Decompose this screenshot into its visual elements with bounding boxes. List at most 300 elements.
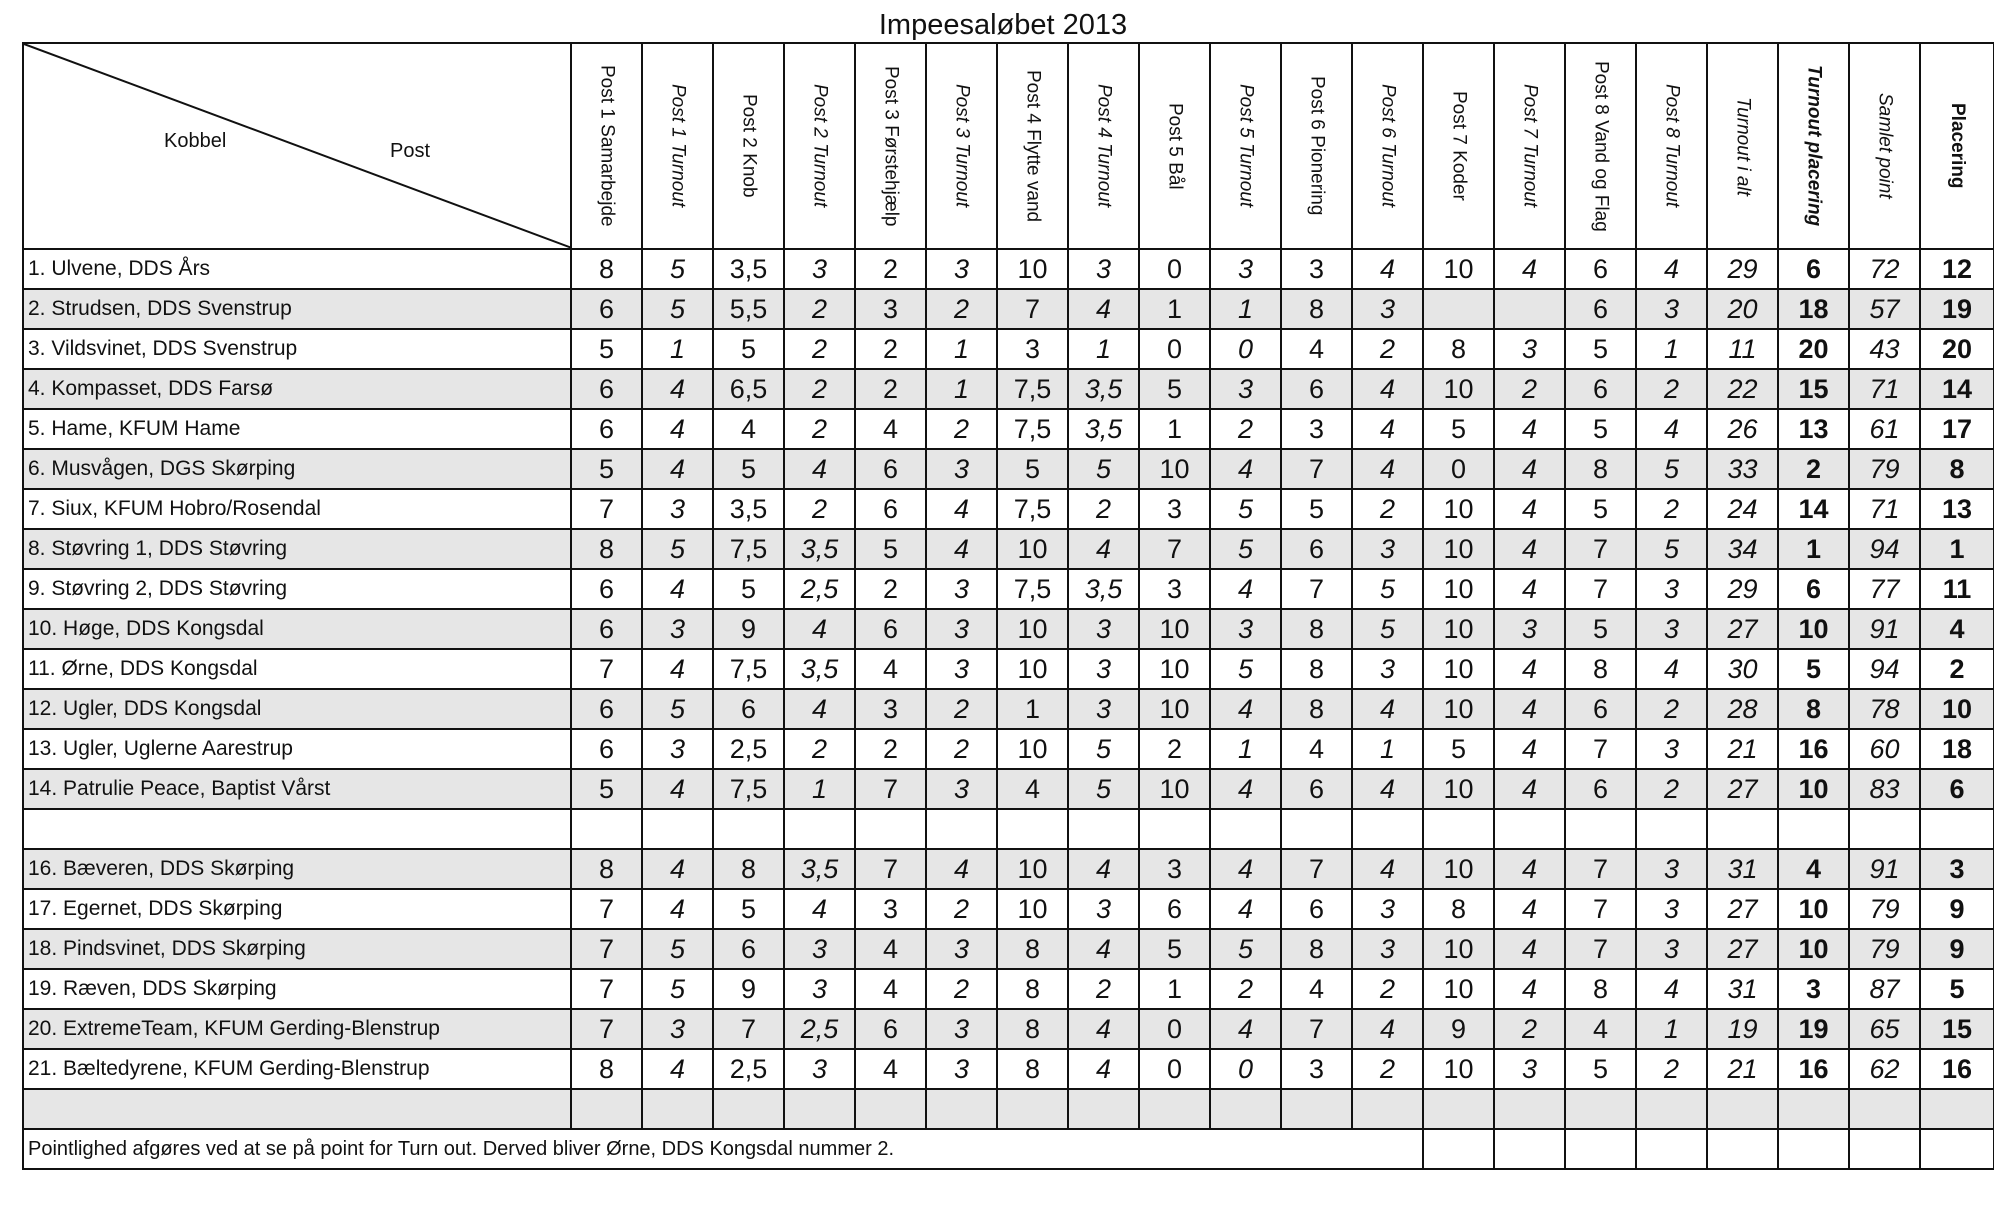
column-header xyxy=(713,43,784,249)
score-cell: 3 xyxy=(1636,729,1707,769)
team-name: 2. Strudsen, DDS Svenstrup xyxy=(23,289,571,329)
score-cell: 5 xyxy=(1565,409,1636,449)
score-cell: 11 xyxy=(1707,329,1778,369)
score-cell: 3,5 xyxy=(713,249,784,289)
score-cell: 3 xyxy=(1281,409,1352,449)
score-cell: 3 xyxy=(784,969,855,1009)
score-cell: 4 xyxy=(784,449,855,489)
score-cell xyxy=(571,809,642,849)
score-cell: 4 xyxy=(642,849,713,889)
team-name: 7. Siux, KFUM Hobro/Rosendal xyxy=(23,489,571,529)
score-cell: 7,5 xyxy=(713,649,784,689)
score-cell: 4 xyxy=(1352,769,1423,809)
score-cell: 8 xyxy=(713,849,784,889)
score-cell: 4 xyxy=(855,409,926,449)
score-cell: 7 xyxy=(855,849,926,889)
score-cell: 7 xyxy=(571,969,642,1009)
score-cell: 6 xyxy=(571,409,642,449)
score-cell: 2 xyxy=(1920,649,1994,689)
score-cell: 5 xyxy=(642,249,713,289)
score-cell: 5 xyxy=(713,449,784,489)
score-cell: 5 xyxy=(571,329,642,369)
score-cell: 6 xyxy=(713,929,784,969)
score-cell: 2 xyxy=(1139,729,1210,769)
post-label: Post xyxy=(390,140,431,162)
empty-cell xyxy=(1707,1089,1778,1129)
score-cell: 2 xyxy=(1210,409,1281,449)
score-cell: 3 xyxy=(1636,889,1707,929)
score-cell: 4 xyxy=(1068,1009,1139,1049)
score-cell: 3 xyxy=(1494,329,1565,369)
empty-cell xyxy=(23,1089,571,1129)
team-name: 18. Pindsvinet, DDS Skørping xyxy=(23,929,571,969)
score-cell: 6 xyxy=(1565,289,1636,329)
empty-cell xyxy=(1494,1129,1565,1169)
score-cell xyxy=(1210,809,1281,849)
score-cell: 3 xyxy=(1636,289,1707,329)
score-cell: 13 xyxy=(1920,489,1994,529)
score-cell: 7 xyxy=(571,889,642,929)
score-cell: 8 xyxy=(1565,649,1636,689)
team-name: 16. Bæveren, DDS Skørping xyxy=(23,849,571,889)
score-cell: 4 xyxy=(1636,969,1707,1009)
score-cell: 2 xyxy=(926,289,997,329)
score-cell: 6 xyxy=(571,289,642,329)
score-cell: 4 xyxy=(642,569,713,609)
column-header-label: Post 8 Turnout xyxy=(1661,84,1683,208)
score-cell xyxy=(855,809,926,849)
score-cell: 4 xyxy=(1494,689,1565,729)
score-cell: 6 xyxy=(571,369,642,409)
score-cell: 2 xyxy=(926,409,997,449)
score-cell: 4 xyxy=(1068,1049,1139,1089)
score-cell: 2 xyxy=(1636,1049,1707,1089)
score-cell: 79 xyxy=(1849,449,1920,489)
score-cell: 3 xyxy=(1636,849,1707,889)
empty-cell xyxy=(1210,1089,1281,1129)
score-cell: 5 xyxy=(1636,529,1707,569)
score-cell: 6 xyxy=(1778,249,1849,289)
score-cell: 1 xyxy=(997,689,1068,729)
score-cell: 6 xyxy=(1281,529,1352,569)
score-cell: 6 xyxy=(1565,369,1636,409)
score-cell: 4 xyxy=(926,849,997,889)
score-cell: 19 xyxy=(1920,289,1994,329)
footnote-row xyxy=(23,1129,1994,1169)
column-header xyxy=(1423,43,1494,249)
score-cell: 27 xyxy=(1707,889,1778,929)
score-cell: 71 xyxy=(1849,369,1920,409)
score-cell: 3 xyxy=(1494,1049,1565,1089)
score-cell: 3 xyxy=(926,609,997,649)
score-cell: 2 xyxy=(1352,329,1423,369)
score-cell: 8 xyxy=(571,529,642,569)
score-cell: 43 xyxy=(1849,329,1920,369)
score-cell: 2 xyxy=(926,689,997,729)
score-cell: 83 xyxy=(1849,769,1920,809)
score-cell: 6 xyxy=(855,449,926,489)
score-cell: 1 xyxy=(1778,529,1849,569)
score-cell: 5 xyxy=(1139,929,1210,969)
score-cell: 2 xyxy=(926,889,997,929)
score-cell: 19 xyxy=(1778,1009,1849,1049)
empty-cell xyxy=(1565,1129,1636,1169)
score-cell: 8 xyxy=(1565,969,1636,1009)
column-header-label: Post 6 Pionering xyxy=(1306,76,1328,216)
score-cell: 2,5 xyxy=(784,569,855,609)
score-cell: 4 xyxy=(1068,849,1139,889)
column-header-label: Post 8 Vand og Flag xyxy=(1590,60,1612,232)
blank-row xyxy=(23,1089,1994,1129)
column-header xyxy=(1849,43,1920,249)
table-row xyxy=(23,489,1994,529)
score-cell: 4 xyxy=(1636,249,1707,289)
score-cell: 6 xyxy=(1281,889,1352,929)
column-header-label: Post 7 Turnout xyxy=(1519,84,1541,208)
score-cell: 5 xyxy=(1068,729,1139,769)
column-header xyxy=(1352,43,1423,249)
score-cell: 17 xyxy=(1920,409,1994,449)
column-header xyxy=(1494,43,1565,249)
score-cell: 6 xyxy=(571,569,642,609)
score-cell: 10 xyxy=(1423,249,1494,289)
column-header xyxy=(855,43,926,249)
score-cell: 3 xyxy=(926,649,997,689)
score-cell xyxy=(1139,809,1210,849)
column-header-label: Post 5 Turnout xyxy=(1235,84,1257,208)
score-cell: 10 xyxy=(1423,929,1494,969)
score-cell: 4 xyxy=(855,969,926,1009)
score-cell: 4 xyxy=(784,689,855,729)
score-cell: 8 xyxy=(997,1049,1068,1089)
empty-cell xyxy=(1281,1089,1352,1129)
score-cell xyxy=(1068,809,1139,849)
score-cell: 5 xyxy=(642,289,713,329)
empty-cell xyxy=(1778,1129,1849,1169)
score-cell: 8 xyxy=(1281,289,1352,329)
score-cell: 10 xyxy=(997,889,1068,929)
column-header xyxy=(1068,43,1139,249)
score-cell: 2 xyxy=(784,329,855,369)
score-cell: 5 xyxy=(713,569,784,609)
score-cell: 4 xyxy=(784,609,855,649)
score-cell: 8 xyxy=(1281,609,1352,649)
score-cell: 3 xyxy=(642,489,713,529)
score-cell: 18 xyxy=(1778,289,1849,329)
score-cell: 61 xyxy=(1849,409,1920,449)
team-name: 17. Egernet, DDS Skørping xyxy=(23,889,571,929)
score-cell: 1 xyxy=(926,369,997,409)
score-cell: 1 xyxy=(784,769,855,809)
score-cell: 2,5 xyxy=(713,1049,784,1089)
score-cell: 3 xyxy=(1139,569,1210,609)
score-cell: 8 xyxy=(1920,449,1994,489)
score-cell: 10 xyxy=(997,609,1068,649)
score-cell: 4 xyxy=(642,409,713,449)
score-cell: 10 xyxy=(997,529,1068,569)
score-cell xyxy=(1494,289,1565,329)
score-cell xyxy=(1423,809,1494,849)
empty-cell xyxy=(784,1089,855,1129)
team-name xyxy=(23,809,571,849)
score-cell xyxy=(1494,809,1565,849)
score-cell: 4 xyxy=(642,889,713,929)
score-cell: 3 xyxy=(855,889,926,929)
score-cell: 6 xyxy=(1565,769,1636,809)
table-row xyxy=(23,729,1994,769)
score-cell: 6 xyxy=(1565,249,1636,289)
score-cell: 3 xyxy=(642,609,713,649)
score-cell: 6 xyxy=(855,609,926,649)
team-name: 14. Patrulie Peace, Baptist Vårst xyxy=(23,769,571,809)
score-cell: 4 xyxy=(1352,849,1423,889)
score-cell: 18 xyxy=(1920,729,1994,769)
score-cell: 9 xyxy=(713,609,784,649)
table-row xyxy=(23,369,1994,409)
score-cell: 2 xyxy=(855,369,926,409)
team-name: 10. Høge, DDS Kongsdal xyxy=(23,609,571,649)
header-row xyxy=(23,43,1994,249)
score-cell xyxy=(926,809,997,849)
score-cell: 6 xyxy=(1565,689,1636,729)
score-cell: 5 xyxy=(855,529,926,569)
score-cell: 2 xyxy=(1636,769,1707,809)
score-cell: 5 xyxy=(571,769,642,809)
team-name: 11. Ørne, DDS Kongsdal xyxy=(23,649,571,689)
column-header-label: Post 2 Knob xyxy=(738,94,760,198)
score-cell: 3 xyxy=(784,1049,855,1089)
score-cell: 5 xyxy=(1423,729,1494,769)
score-cell: 0 xyxy=(1139,1009,1210,1049)
score-cell: 8 xyxy=(1423,329,1494,369)
corner-diagonal xyxy=(24,44,571,248)
empty-cell xyxy=(855,1089,926,1129)
score-cell: 2 xyxy=(1636,369,1707,409)
score-cell: 2 xyxy=(1352,489,1423,529)
score-cell: 14 xyxy=(1920,369,1994,409)
score-cell: 4 xyxy=(1281,969,1352,1009)
score-cell xyxy=(642,809,713,849)
score-cell: 10 xyxy=(1423,369,1494,409)
table-row xyxy=(23,249,1994,289)
table-row xyxy=(23,289,1994,329)
corner-header xyxy=(23,43,571,249)
score-cell: 1 xyxy=(1139,289,1210,329)
score-cell: 5 xyxy=(642,969,713,1009)
score-cell: 10 xyxy=(1423,689,1494,729)
score-cell: 6 xyxy=(713,689,784,729)
score-cell: 10 xyxy=(1778,609,1849,649)
score-cell: 3 xyxy=(1281,1049,1352,1089)
score-cell: 1 xyxy=(1139,969,1210,1009)
score-cell: 2 xyxy=(1068,489,1139,529)
score-cell: 6 xyxy=(1920,769,1994,809)
score-cell: 4 xyxy=(1494,409,1565,449)
score-cell: 7 xyxy=(571,1009,642,1049)
score-cell: 4 xyxy=(1210,889,1281,929)
empty-cell xyxy=(1494,1089,1565,1129)
score-cell: 4 xyxy=(1494,449,1565,489)
score-cell: 3 xyxy=(784,249,855,289)
score-cell: 16 xyxy=(1778,1049,1849,1089)
column-header-label: Post 3 Førstehjælp xyxy=(880,65,902,227)
score-cell: 4 xyxy=(784,889,855,929)
column-header-label: Turnout placering xyxy=(1803,65,1825,227)
column-header-label: Post 1 Samarbejde xyxy=(596,65,618,227)
table-row xyxy=(23,609,1994,649)
team-name: 9. Støvring 2, DDS Støvring xyxy=(23,569,571,609)
empty-cell xyxy=(1707,1129,1778,1169)
score-cell: 3 xyxy=(1139,849,1210,889)
score-cell: 5 xyxy=(1210,929,1281,969)
score-cell: 10 xyxy=(1778,769,1849,809)
score-cell xyxy=(1778,809,1849,849)
empty-cell xyxy=(713,1089,784,1129)
score-cell: 2 xyxy=(784,369,855,409)
score-cell xyxy=(784,809,855,849)
score-cell: 4 xyxy=(855,929,926,969)
score-cell: 5 xyxy=(1210,489,1281,529)
score-cell: 5 xyxy=(1352,609,1423,649)
table-row xyxy=(23,1009,1994,1049)
score-cell: 2 xyxy=(1352,1049,1423,1089)
score-cell: 3 xyxy=(784,929,855,969)
score-cell: 3 xyxy=(1068,249,1139,289)
table-row xyxy=(23,1049,1994,1089)
score-cell: 12 xyxy=(1920,249,1994,289)
score-cell: 3 xyxy=(1352,889,1423,929)
score-cell: 65 xyxy=(1849,1009,1920,1049)
column-header-label: Post 7 Koder xyxy=(1448,91,1470,201)
score-cell: 2 xyxy=(1494,1009,1565,1049)
score-cell: 4 xyxy=(1494,929,1565,969)
column-header xyxy=(1565,43,1636,249)
score-cell: 27 xyxy=(1707,769,1778,809)
score-cell: 4 xyxy=(1494,769,1565,809)
score-cell: 4 xyxy=(1494,249,1565,289)
score-cell: 3 xyxy=(926,1049,997,1089)
score-cell: 4 xyxy=(642,449,713,489)
score-cell: 4 xyxy=(1352,449,1423,489)
score-cell xyxy=(1920,809,1994,849)
score-cell: 10 xyxy=(1423,489,1494,529)
score-cell: 7,5 xyxy=(713,529,784,569)
score-cell: 3 xyxy=(1352,289,1423,329)
score-cell: 4 xyxy=(713,409,784,449)
score-cell: 5 xyxy=(1068,769,1139,809)
column-header xyxy=(784,43,855,249)
score-cell: 7 xyxy=(571,649,642,689)
score-cell: 3 xyxy=(926,249,997,289)
score-cell: 29 xyxy=(1707,569,1778,609)
team-name: 20. ExtremeTeam, KFUM Gerding-Blenstrup xyxy=(23,1009,571,1049)
score-cell: 5 xyxy=(1281,489,1352,529)
score-cell: 5 xyxy=(1920,969,1994,1009)
table-row xyxy=(23,889,1994,929)
score-cell: 3 xyxy=(1920,849,1994,889)
score-cell: 4 xyxy=(1210,849,1281,889)
score-cell: 79 xyxy=(1849,889,1920,929)
score-cell: 3 xyxy=(1068,889,1139,929)
score-cell: 7 xyxy=(1139,529,1210,569)
score-cell: 3 xyxy=(1210,609,1281,649)
team-name: 5. Hame, KFUM Hame xyxy=(23,409,571,449)
score-cell: 3 xyxy=(1068,689,1139,729)
score-cell: 7,5 xyxy=(997,409,1068,449)
score-cell: 4 xyxy=(1494,649,1565,689)
score-cell: 7,5 xyxy=(997,369,1068,409)
score-cell: 4 xyxy=(1281,729,1352,769)
table-row xyxy=(23,689,1994,729)
score-cell: 4 xyxy=(1210,1009,1281,1049)
score-cell: 4 xyxy=(1920,609,1994,649)
score-cell: 3 xyxy=(926,769,997,809)
score-cell: 5,5 xyxy=(713,289,784,329)
score-cell: 7 xyxy=(1281,1009,1352,1049)
score-cell: 5 xyxy=(1565,489,1636,529)
score-cell xyxy=(1849,809,1920,849)
score-cell: 5 xyxy=(642,529,713,569)
score-cell: 5 xyxy=(1565,609,1636,649)
empty-cell xyxy=(997,1089,1068,1129)
score-cell: 4 xyxy=(1352,689,1423,729)
score-cell: 3,5 xyxy=(784,529,855,569)
score-cell: 2 xyxy=(926,969,997,1009)
score-cell: 60 xyxy=(1849,729,1920,769)
score-cell: 3 xyxy=(855,689,926,729)
empty-cell xyxy=(1068,1089,1139,1129)
score-cell: 3 xyxy=(1210,249,1281,289)
score-cell: 2,5 xyxy=(784,1009,855,1049)
column-header xyxy=(1139,43,1210,249)
column-header xyxy=(1920,43,1994,249)
score-cell: 15 xyxy=(1778,369,1849,409)
score-cell: 0 xyxy=(1210,1049,1281,1089)
score-cell: 10 xyxy=(1778,889,1849,929)
score-cell: 6 xyxy=(571,609,642,649)
score-cell: 10 xyxy=(1778,929,1849,969)
score-cell: 9 xyxy=(1423,1009,1494,1049)
column-header-label: Post 6 Turnout xyxy=(1377,84,1399,208)
score-cell: 4 xyxy=(855,649,926,689)
score-cell: 4 xyxy=(1352,369,1423,409)
score-cell: 6 xyxy=(1281,369,1352,409)
score-cell: 5 xyxy=(571,449,642,489)
score-cell: 8 xyxy=(1281,929,1352,969)
team-name: 12. Ugler, DDS Kongsdal xyxy=(23,689,571,729)
score-cell: 5 xyxy=(642,689,713,729)
score-cell: 28 xyxy=(1707,689,1778,729)
score-cell: 21 xyxy=(1707,729,1778,769)
empty-cell xyxy=(642,1089,713,1129)
column-header xyxy=(1281,43,1352,249)
column-header xyxy=(1210,43,1281,249)
score-cell: 3 xyxy=(1281,249,1352,289)
score-cell xyxy=(1281,809,1352,849)
column-header-label: Post 3 Turnout xyxy=(951,84,973,208)
column-header-label: Post 4 Turnout xyxy=(1093,84,1115,208)
column-header-label: Post 2 Turnout xyxy=(809,84,831,208)
score-cell: 16 xyxy=(1778,729,1849,769)
score-cell: 20 xyxy=(1778,329,1849,369)
score-cell: 1 xyxy=(1352,729,1423,769)
score-cell: 3 xyxy=(926,449,997,489)
score-cell: 4 xyxy=(855,1049,926,1089)
score-cell: 3,5 xyxy=(784,649,855,689)
score-cell: 8 xyxy=(571,249,642,289)
empty-cell xyxy=(1423,1129,1494,1169)
score-cell: 4 xyxy=(1494,969,1565,1009)
